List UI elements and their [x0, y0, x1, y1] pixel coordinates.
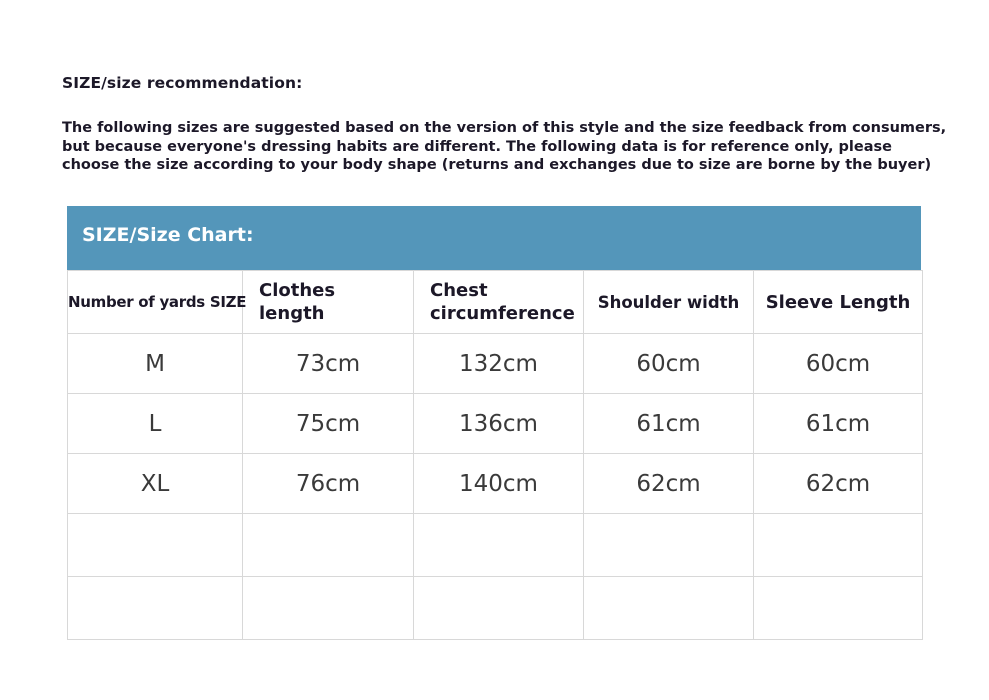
size-chart-title: SIZE/Size Chart:	[82, 224, 254, 246]
table-header-row	[68, 271, 923, 334]
size-cell: XL	[68, 454, 243, 514]
size-chart-table	[67, 270, 923, 640]
size-chart-header	[67, 206, 921, 270]
shoulder-cell: 61cm	[584, 394, 754, 454]
empty-cell	[243, 577, 414, 640]
empty-cell	[414, 577, 584, 640]
column-header-text: circumference	[430, 303, 575, 324]
column-header-size: Number of yards SIZE	[68, 271, 243, 334]
length-cell: 75cm	[243, 394, 414, 454]
size-cell: M	[68, 334, 243, 394]
length-cell: 73cm	[243, 334, 414, 394]
length-cell: 76cm	[243, 454, 414, 514]
empty-cell	[584, 577, 754, 640]
empty-table-row	[68, 577, 923, 640]
column-header-sleeve: Sleeve Length	[754, 271, 923, 334]
empty-cell	[754, 514, 923, 577]
column-header-chest	[414, 271, 584, 334]
chest-cell: 140cm	[414, 454, 584, 514]
column-header-shoulder: Shoulder width	[584, 271, 754, 334]
empty-cell	[243, 514, 414, 577]
column-header-clothes-length	[243, 271, 414, 334]
empty-cell	[68, 577, 243, 640]
note-line: choose the size according to your body shape (returns and exchanges due to size are borne by the buyer)	[62, 157, 932, 173]
sleeve-cell: 61cm	[754, 394, 923, 454]
shoulder-cell: 62cm	[584, 454, 754, 514]
chest-cell: 136cm	[414, 394, 584, 454]
empty-cell	[754, 577, 923, 640]
size-recommendation-note	[62, 119, 947, 175]
note-line: The following sizes are suggested based on the version of this style and the size feedback from consumers,	[62, 120, 947, 136]
table-row	[68, 334, 923, 394]
empty-cell	[414, 514, 584, 577]
size-cell: L	[68, 394, 243, 454]
size-recommendation-heading: SIZE/size recommendation:	[62, 74, 303, 92]
sleeve-cell: 62cm	[754, 454, 923, 514]
column-header-text: Chest	[430, 280, 488, 301]
chest-cell: 132cm	[414, 334, 584, 394]
sleeve-cell: 60cm	[754, 334, 923, 394]
empty-table-row	[68, 514, 923, 577]
empty-cell	[68, 514, 243, 577]
column-header-text: Clothes	[259, 280, 336, 301]
table-row	[68, 394, 923, 454]
shoulder-cell: 60cm	[584, 334, 754, 394]
empty-cell	[584, 514, 754, 577]
table-row	[68, 454, 923, 514]
column-header-text: length	[259, 303, 325, 324]
note-line: but because everyone's dressing habits are different. The following data is for reference only, please	[62, 138, 892, 155]
